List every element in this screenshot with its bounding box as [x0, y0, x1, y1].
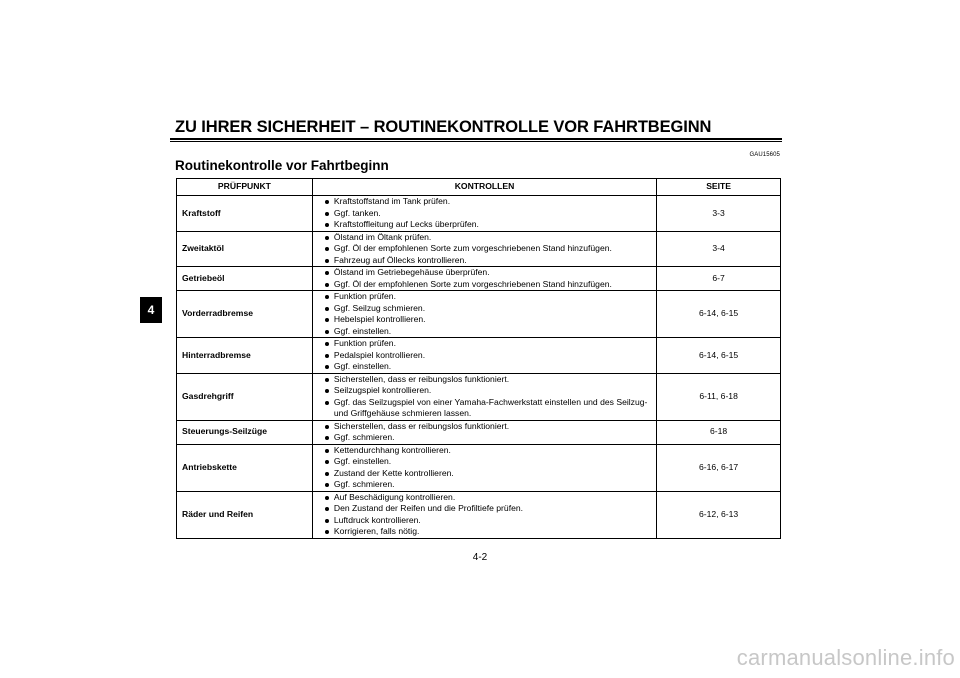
- check-item-name: Antriebskette: [177, 444, 313, 491]
- check-list-item: Ggf. tanken.: [325, 208, 652, 220]
- watermark-text: carmanualsonline.info: [736, 645, 955, 670]
- column-header-checks: KONTROLLEN: [312, 179, 656, 196]
- header-rule: [170, 138, 782, 140]
- table-header-row: [177, 179, 781, 196]
- check-list: [325, 291, 652, 337]
- document-code: GAU15605: [749, 152, 780, 158]
- page-reference: 6-18: [657, 420, 781, 444]
- table-row: [177, 338, 781, 374]
- check-list: [325, 232, 652, 267]
- check-list-item: Ggf. einstellen.: [325, 326, 652, 338]
- check-list: [325, 196, 652, 231]
- check-list-cell: [312, 231, 656, 267]
- check-list-item: Den Zustand der Reifen und die Profiltiefe prüfen.: [325, 503, 652, 515]
- page-reference: 6-14, 6-15: [657, 338, 781, 374]
- check-list-cell: [312, 420, 656, 444]
- check-list-item: Ggf. Öl der empfohlenen Sorte zum vorgeschriebenen Stand hinzufügen.: [325, 279, 652, 291]
- check-list-item: Funktion prüfen.: [325, 338, 652, 350]
- table-row: [177, 420, 781, 444]
- check-list-cell: [312, 444, 656, 491]
- check-list-item: Ggf. Öl der empfohlenen Sorte zum vorgeschriebenen Stand hinzufügen.: [325, 243, 652, 255]
- table-row: [177, 196, 781, 232]
- table-row: [177, 444, 781, 491]
- check-list: [325, 338, 652, 373]
- check-list-item: Hebelspiel kontrollieren.: [325, 314, 652, 326]
- page-reference: 6-7: [657, 267, 781, 291]
- chapter-tab: 4: [140, 297, 162, 323]
- check-list-cell: [312, 338, 656, 374]
- check-list-cell: [312, 196, 656, 232]
- check-list-item: Funktion prüfen.: [325, 291, 652, 303]
- check-item-name: Gasdrehgriff: [177, 373, 313, 420]
- check-item-name: Zweitaktöl: [177, 231, 313, 267]
- check-list-item: Ölstand im Öltank prüfen.: [325, 232, 652, 244]
- check-item-name: Kraftstoff: [177, 196, 313, 232]
- check-list: [325, 445, 652, 491]
- check-item-name: Getriebeöl: [177, 267, 313, 291]
- check-list-item: Ggf. Seilzug schmieren.: [325, 303, 652, 315]
- check-list-item: Sicherstellen, dass er reibungslos funktioniert.: [325, 374, 652, 386]
- check-list-item: Pedalspiel kontrollieren.: [325, 350, 652, 362]
- check-list-cell: [312, 267, 656, 291]
- check-list-item: Ggf. das Seilzugspiel von einer Yamaha-Fachwerkstatt einstellen und des Seilzug- und Griffgehäuse schmieren lassen.: [325, 397, 652, 420]
- check-list-item: Fahrzeug auf Öllecks kontrollieren.: [325, 255, 652, 267]
- check-list: [325, 374, 652, 420]
- header-rule-thin: [170, 141, 782, 142]
- check-list-item: Ggf. schmieren.: [325, 432, 652, 444]
- check-list-cell: [312, 291, 656, 338]
- page-reference: 6-12, 6-13: [657, 491, 781, 538]
- page-reference: 6-16, 6-17: [657, 444, 781, 491]
- table-row: [177, 491, 781, 538]
- page-reference: 6-14, 6-15: [657, 291, 781, 338]
- column-header-page: SEITE: [657, 179, 781, 196]
- page-reference: 3-3: [657, 196, 781, 232]
- check-list-item: Ggf. einstellen.: [325, 456, 652, 468]
- check-list: [325, 267, 652, 290]
- check-list-item: Auf Beschädigung kontrollieren.: [325, 492, 652, 504]
- check-list-item: Ölstand im Getriebegehäuse überprüfen.: [325, 267, 652, 279]
- table-body: [177, 196, 781, 539]
- check-list-item: Kraftstoffstand im Tank prüfen.: [325, 196, 652, 208]
- routine-check-table: [176, 178, 781, 539]
- check-item-name: Steuerungs-Seilzüge: [177, 420, 313, 444]
- table-row: [177, 291, 781, 338]
- check-item-name: Vorderradbremse: [177, 291, 313, 338]
- column-header-item: PRÜFPUNKT: [177, 179, 313, 196]
- check-list-item: Seilzugspiel kontrollieren.: [325, 385, 652, 397]
- check-list-item: Luftdruck kontrollieren.: [325, 515, 652, 527]
- check-list-cell: [312, 373, 656, 420]
- check-item-name: Räder und Reifen: [177, 491, 313, 538]
- check-list-item: Kraftstoffleitung auf Lecks überprüfen.: [325, 219, 652, 231]
- table-row: [177, 231, 781, 267]
- page-reference: 6-11, 6-18: [657, 373, 781, 420]
- page-reference: 3-4: [657, 231, 781, 267]
- table-row: [177, 373, 781, 420]
- check-list: [325, 492, 652, 538]
- check-item-name: Hinterradbremse: [177, 338, 313, 374]
- section-title: Routinekontrolle vor Fahrtbeginn: [175, 158, 389, 173]
- page-number: 4-2: [472, 552, 488, 563]
- check-list-item: Ggf. schmieren.: [325, 479, 652, 491]
- check-list-item: Sicherstellen, dass er reibungslos funktioniert.: [325, 421, 652, 433]
- table-row: [177, 267, 781, 291]
- check-list: [325, 421, 652, 444]
- check-list-item: Zustand der Kette kontrollieren.: [325, 468, 652, 480]
- check-list-cell: [312, 491, 656, 538]
- check-list-item: Kettendurchhang kontrollieren.: [325, 445, 652, 457]
- check-list-item: Ggf. einstellen.: [325, 361, 652, 373]
- page-header-title: ZU IHRER SICHERHEIT – ROUTINEKONTROLLE VOR FAHRTBEGINN: [175, 118, 712, 136]
- check-list-item: Korrigieren, falls nötig.: [325, 526, 652, 538]
